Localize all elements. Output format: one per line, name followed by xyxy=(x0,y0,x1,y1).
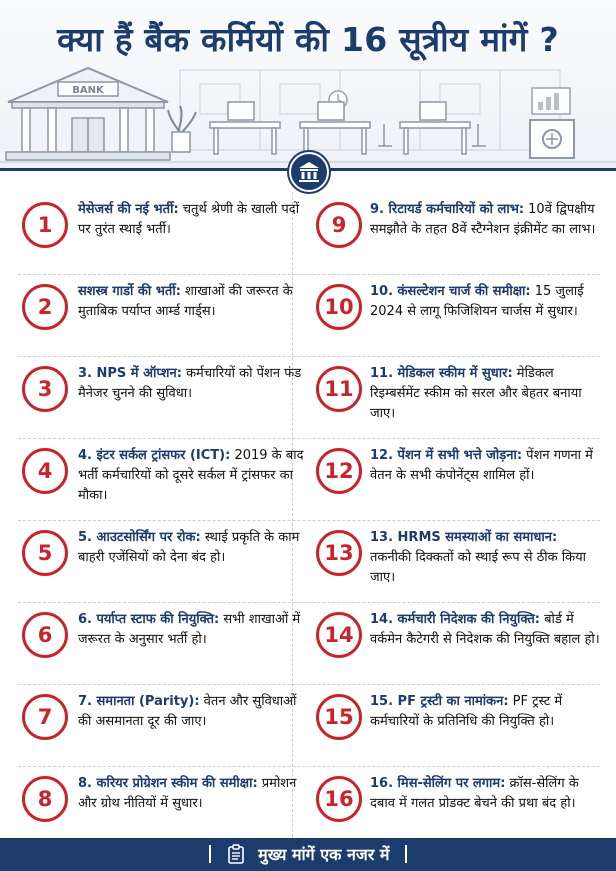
demand-text xyxy=(78,200,306,240)
demand-number-badge: 14 xyxy=(316,612,362,658)
demand-number-badge: 7 xyxy=(22,694,68,740)
demand-text xyxy=(78,610,306,650)
demand-text xyxy=(78,282,306,322)
demand-text xyxy=(370,282,602,322)
demand-heading: 4. इंटर सर्कल ट्रांसफर (ICT): xyxy=(78,448,231,463)
demand-number-badge: 13 xyxy=(316,530,362,576)
demand-heading: 12. पेंशन में सभी भत्ते जोड़ना: xyxy=(370,448,523,463)
demand-item-6 xyxy=(18,602,308,684)
demand-number-badge: 1 xyxy=(22,202,68,248)
plant-icon xyxy=(168,106,196,152)
demand-description: PF ट्रस्ट में कर्मचारियों के प्रतिनिधि की नियुक्ति हो। xyxy=(370,694,563,729)
demand-description: 2019 के बाद भर्ती कर्मचारियों को दूसरे सर्कल में ट्रांसफर का मौका। xyxy=(78,448,304,503)
demand-item-15 xyxy=(314,684,604,766)
demand-row xyxy=(18,438,600,521)
demand-description: 10वें द्विपक्षीय समझौते के तहत 8वें स्टैग्नेशन इंक्रीमेंट का लाभ। xyxy=(370,202,596,237)
demand-text xyxy=(370,364,602,424)
chart-icon xyxy=(532,88,570,114)
bank-emblem-icon xyxy=(289,152,329,192)
demand-heading: 14. कर्मचारी निदेशक की नियुक्ति: xyxy=(370,612,540,627)
vault-safe-icon xyxy=(530,120,574,158)
demand-item-4 xyxy=(18,438,308,520)
demand-number-badge: 9 xyxy=(316,202,362,248)
bank-building-icon xyxy=(6,68,170,160)
demand-text xyxy=(370,774,602,814)
demand-description: स्थाई प्रकृति के काम बाहरी एजेंसियों को देना बंद हो। xyxy=(78,530,300,565)
demand-description: तकनीकी दिक्कतों को स्थाई रूप से ठीक किया जाए। xyxy=(370,550,587,585)
demand-item-9 xyxy=(314,192,604,274)
footer-bar xyxy=(0,838,616,871)
demand-heading: 13. HRMS समस्याओं का समाधान: xyxy=(370,530,558,545)
demand-number-badge: 3 xyxy=(22,366,68,412)
demand-text xyxy=(78,528,306,568)
demand-row xyxy=(18,520,600,603)
clipboard-icon xyxy=(227,844,245,864)
demand-heading: 3. NPS में ऑप्शन: xyxy=(78,366,182,381)
demand-item-2 xyxy=(18,274,308,356)
svg-text:BANK: BANK xyxy=(72,85,104,96)
demand-text xyxy=(370,446,602,486)
demand-text xyxy=(370,610,602,650)
demand-number-badge: 8 xyxy=(22,776,68,822)
demand-row xyxy=(18,766,600,848)
demand-number-badge: 12 xyxy=(316,448,362,494)
demand-text xyxy=(78,692,306,732)
demand-item-3 xyxy=(18,356,308,438)
demand-description: शाखाओं की जरूरत के मुताबिक पर्याप्त आर्म्ड गार्ड्स। xyxy=(78,284,293,319)
demand-text xyxy=(78,774,306,814)
demand-heading: 10. कंसल्टेशन चार्ज की समीक्षा: xyxy=(370,284,531,299)
demand-number-badge: 16 xyxy=(316,776,362,822)
demand-row xyxy=(18,356,600,439)
demand-description: चतुर्थ श्रेणी के खाली पदों पर तुरंत स्थाई भर्ती। xyxy=(78,202,300,237)
demand-text xyxy=(370,692,602,732)
demand-description: मेडिकल रिइम्बर्समेंट स्कीम को सरल और बेहतर बनाया जाए। xyxy=(370,366,582,421)
demand-item-8 xyxy=(18,766,308,848)
demand-row xyxy=(18,192,600,275)
footer-content xyxy=(0,838,616,871)
demand-item-11 xyxy=(314,356,604,438)
demand-item-16 xyxy=(314,766,604,848)
demand-heading: मेसेजर्स की नई भर्ती: xyxy=(78,202,179,217)
demand-number-badge: 2 xyxy=(22,284,68,330)
demand-description: सभी शाखाओं में जरूरत के अनुसार भर्ती हो। xyxy=(78,612,301,647)
demand-heading: 7. समानता (Parity): xyxy=(78,694,200,709)
footer-label: मुख्य मांगें एक नजर में xyxy=(258,845,390,864)
demand-heading: 8. करियर प्रोग्रेशन स्कीम की समीक्षा: xyxy=(78,776,258,791)
demand-number-badge: 10 xyxy=(316,284,362,330)
demand-description: 15 जुलाई 2024 से लागू फिजिशियन चार्जस में सुधार। xyxy=(370,284,584,319)
footer-divider xyxy=(405,845,407,863)
page-title: क्या हैं बैंक कर्मियों की 16 सूत्रीय मांगें ? xyxy=(57,20,559,59)
demand-heading: सशस्त्र गार्डो की भर्ती: xyxy=(78,284,181,299)
demand-text xyxy=(370,200,602,240)
demand-item-5 xyxy=(18,520,308,602)
demand-description: बोर्ड में वर्कमेन कैटेगरी से निदेशक की नियुक्ति बहाल हो। xyxy=(370,612,600,647)
demand-row xyxy=(18,602,600,685)
demand-number-badge: 15 xyxy=(316,694,362,740)
demand-heading: 5. आउटसोर्सिंग पर रोक: xyxy=(78,530,201,545)
demand-heading: 16. मिस-सेलिंग पर लगाम: xyxy=(370,776,506,791)
demand-heading: 15. PF ट्रस्टी का नामांकन: xyxy=(370,694,509,709)
demand-description: प्रमोशन और ग्रोथ नीतियों में सुधार। xyxy=(78,776,297,811)
demand-number-badge: 6 xyxy=(22,612,68,658)
demand-text xyxy=(78,364,306,404)
demand-text xyxy=(370,528,602,588)
demand-item-14 xyxy=(314,602,604,684)
demand-description: क्रॉस-सेलिंग के दबाव में गलत प्रोडक्ट बेचने की प्रथा बंद हो। xyxy=(370,776,579,811)
demand-item-7 xyxy=(18,684,308,766)
desk-icon xyxy=(210,102,486,154)
demand-item-13 xyxy=(314,520,604,602)
demand-item-10 xyxy=(314,274,604,356)
demand-description: वेतन और सुविधाओं की असमानता दूर की जाए। xyxy=(78,694,297,729)
footer-divider xyxy=(209,845,211,863)
header-banner xyxy=(0,0,616,170)
demand-heading: 9. रिटायर्ड कर्मचारियों को लाभ: xyxy=(370,202,525,217)
demand-text xyxy=(78,446,306,506)
demand-description: पेंशन गणना में वेतन के सभी कंपोनेंट्स शामिल हों। xyxy=(370,448,593,483)
demand-row xyxy=(18,274,600,357)
demand-number-badge: 5 xyxy=(22,530,68,576)
demand-heading: 11. मेडिकल स्कीम में सुधार: xyxy=(370,366,513,381)
demand-row xyxy=(18,684,600,767)
demand-number-badge: 4 xyxy=(22,448,68,494)
demand-heading: 6. पर्याप्त स्टाफ की नियुक्ति: xyxy=(78,612,220,627)
demand-item-1 xyxy=(18,192,308,274)
demand-description: कर्मचारियों को पेंशन फंड मैनेजर चुनने की सुविधा। xyxy=(78,366,302,401)
demand-number-badge: 11 xyxy=(316,366,362,412)
demand-item-12 xyxy=(314,438,604,520)
